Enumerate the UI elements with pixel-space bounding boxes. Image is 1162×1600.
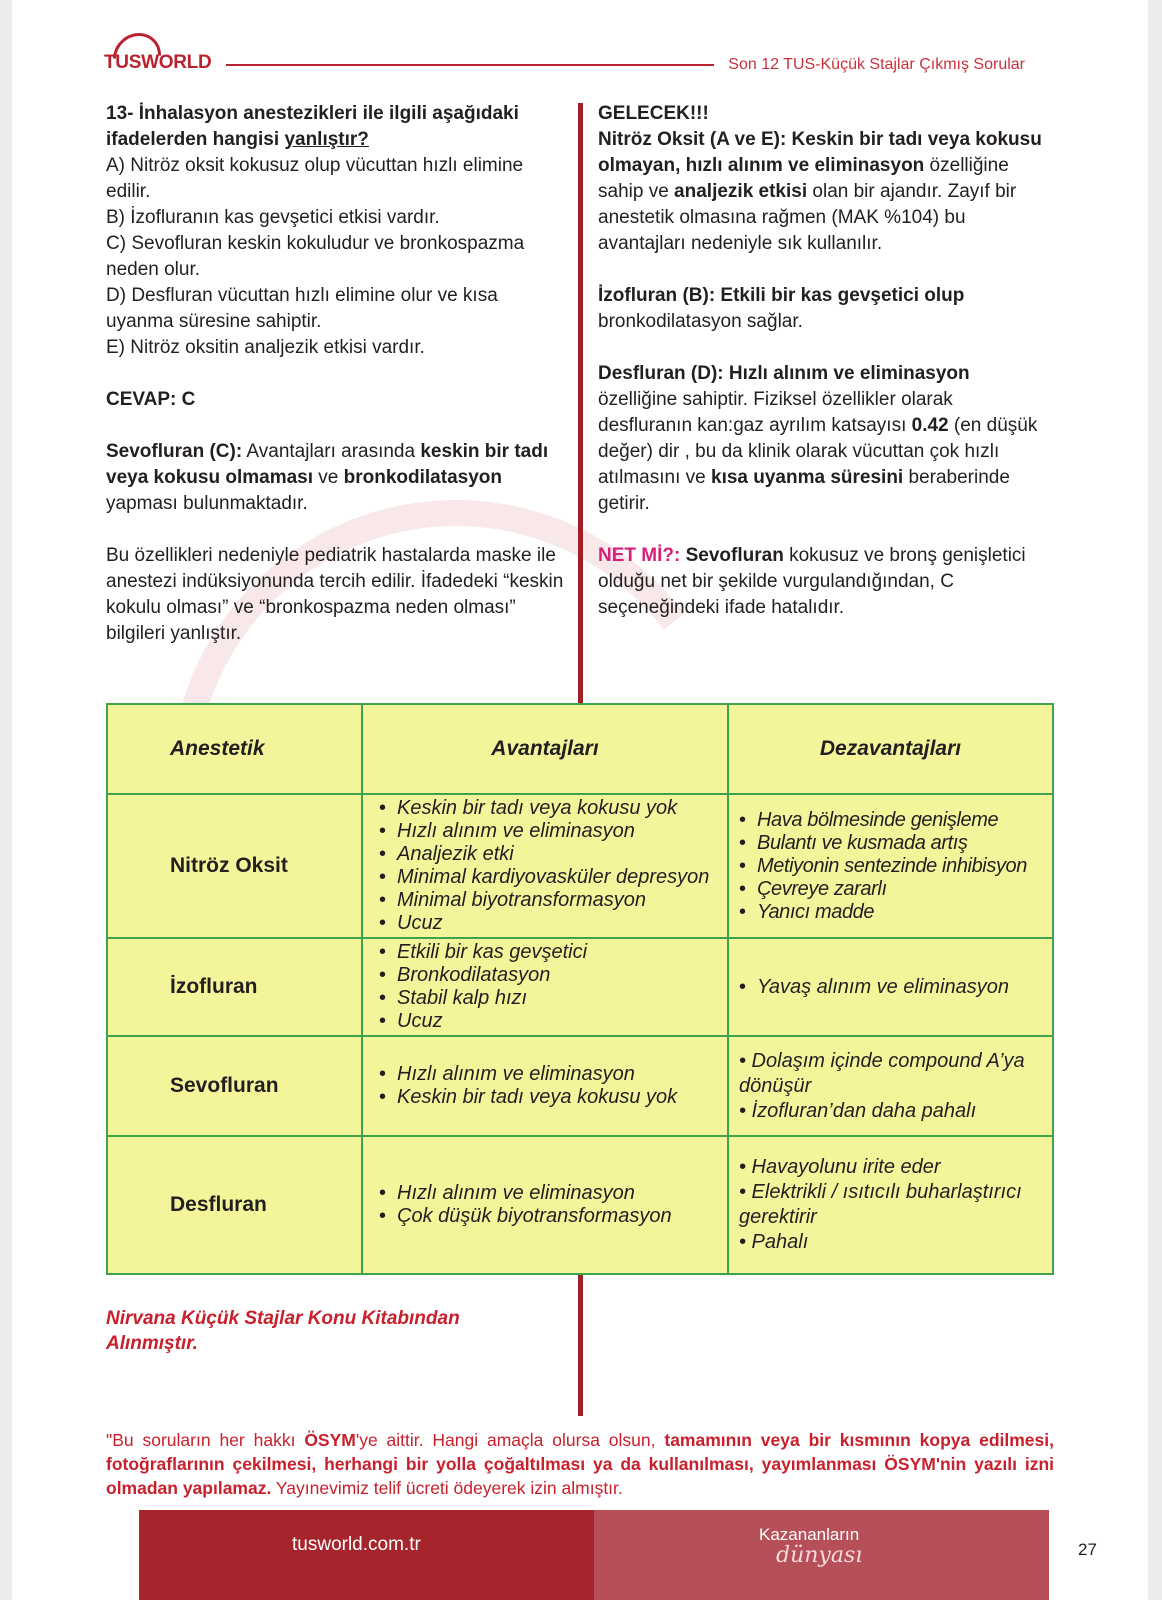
list-item: • Keskin bir tadı veya kokusu yok: [397, 797, 721, 820]
page-edge-left: [0, 0, 12, 1600]
list-item: • Çok düşük biyotransformasyon: [397, 1205, 721, 1228]
footer-website: tusworld.com.tr: [292, 1534, 421, 1555]
list-item: • Çevreye zararlı: [757, 878, 1048, 901]
option-a: A) Nitröz oksit kokusuz olup vücuttan hızlı elimine edilir.: [106, 155, 524, 202]
list-item: • Yanıcı madde: [757, 901, 1048, 924]
list-item: • Hızlı alınım ve eliminasyon: [397, 1182, 721, 1205]
advantages-cell: [362, 1136, 728, 1274]
page-edge-right: [1148, 0, 1162, 1600]
isoflurane-explanation: İzofluran (B): Etkili bir kas gevşetici olup bronkodilatasyon sağlar.: [598, 285, 965, 332]
logo-text: TUSWORLD: [104, 52, 212, 73]
sevoflurane-explanation: Sevofluran (C): Avantajları arasında keskin bir tadı veya kokusu olmaması ve bronkodilatasyon yapması bulunmaktadır.: [106, 441, 549, 514]
list-item: • Bulantı ve kusmada artış: [757, 832, 1048, 855]
source-note: Nirvana Küçük Stajlar Konu Kitabından Alınmıştır.: [106, 1308, 460, 1354]
option-d: D) Desfluran vücuttan hızlı elimine olur ve kısa uyanma süresine sahiptir.: [106, 285, 498, 332]
list-item: • Dolaşım içinde compound A’ya dönüşür: [739, 1049, 1025, 1097]
column-divider-top: [578, 103, 583, 703]
page-number: 27: [1078, 1540, 1097, 1559]
list-item: • İzofluran’dan daha pahalı: [739, 1099, 977, 1122]
list-item: • Pahalı: [739, 1231, 809, 1253]
header-anestetik: Anestetik: [107, 704, 362, 794]
list-item: • Minimal kardiyovasküler depresyon: [397, 866, 721, 889]
tusworld-logo: [104, 30, 216, 86]
header-avantajlari: Avantajları: [362, 704, 728, 794]
advantages-cell: [362, 794, 728, 938]
option-c: C) Sevofluran keskin kokuludur ve bronkospazma neden olur.: [106, 233, 525, 280]
anesthetic-name: Desfluran: [107, 1136, 362, 1274]
question-stem: 13- İnhalasyon anestezikleri ile ilgili aşağıdaki ifadelerden hangisi yanlıştır?: [106, 103, 519, 150]
list-item: • Yavaş alınım ve eliminasyon: [757, 976, 1048, 999]
nitrous-oxide-explanation: Nitröz Oksit (A ve E): Keskin bir tadı veya kokusu olmayan, hızlı alınım ve eliminasyon özelliğine sahip ve analjezik etkisi olan bir ajandır. Zayıf bir anestetik olmasına rağmen (MAK %104) bu avantajları nedeniyle sık kullanılır.: [598, 129, 1042, 254]
pediatric-note: Bu özellikleri nedeniyle pediatrik hastalarda maske ile anestezi indüksiyonunda tercih edilir. İfadedeki “keskin kokulu olması” ve “bronkospazma neden olması” bilgileri yanlıştır.: [106, 545, 564, 644]
answer-key: CEVAP: C: [106, 389, 196, 410]
advantages-cell: [362, 1036, 728, 1136]
list-item: • Stabil kalp hızı: [397, 987, 721, 1010]
anesthetic-name: İzofluran: [107, 938, 362, 1036]
desflurane-explanation: Desfluran (D): Hızlı alınım ve eliminasyon özelliğine sahiptir. Fiziksel özellikler olarak desfluranın kan:gaz ayrılım katsayısı 0.42 (en düşük değer) dir , bu da klinik olarak vücuttan çok hızlı atılmasını ve kısa uyanma süresini beraberinde getirir.: [598, 363, 1038, 514]
explanation-column: [598, 101, 1048, 621]
list-item: • Hava bölmesinde genişleme: [757, 809, 1048, 832]
list-item: • Metiyonin sentezinde inhibisyon: [757, 855, 1048, 878]
copyright-notice: "Bu soruların her hakkı ÖSYM'ye aittir. Hangi amaçla olursa olsun, tamamının veya bir kısmının kopya edilmesi, fotoğraflarının çekilmesi, herhangi bir yolla çoğaltılması ya da kullanılması, yayımlanması ÖSYM'nin yazılı izni olmadan yapılamaz. Yayınevimiz telif ücreti ödeyerek izin almıştır.: [106, 1430, 1055, 1498]
list-item: • Hızlı alınım ve eliminasyon: [397, 1063, 721, 1086]
option-e: E) Nitröz oksitin analjezik etkisi vardır.: [106, 337, 425, 358]
footer-slogan-script: dünyası: [776, 1543, 863, 1568]
anesthetic-name: Sevofluran: [107, 1036, 362, 1136]
list-item: • Ucuz: [397, 1010, 721, 1033]
question-column: [106, 101, 566, 647]
list-item: • Havayolunu irite eder: [739, 1156, 941, 1178]
footer-slogan-top: Kazananların: [759, 1525, 860, 1544]
gelecek-label: GELECEK!!!: [598, 103, 709, 124]
anesthetic-comparison-table: [106, 703, 1054, 1275]
list-item: • Bronkodilatasyon: [397, 964, 721, 987]
option-b: B) İzofluranın kas gevşetici etkisi vardır.: [106, 207, 440, 228]
disadvantages-cell: [728, 938, 1053, 1036]
table-row: [107, 1136, 1053, 1274]
list-item: • Minimal biyotransformasyon: [397, 889, 721, 912]
table-row: [107, 1036, 1053, 1136]
running-header-title: Son 12 TUS-Küçük Stajlar Çıkmış Sorular: [728, 56, 1025, 73]
advantages-cell: [362, 938, 728, 1036]
anesthetic-name: Nitröz Oksit: [107, 794, 362, 938]
list-item: • Elektrikli / ısıtıcılı buharlaştırıcı gerektirir: [739, 1181, 1022, 1228]
list-item: • Ucuz: [397, 912, 721, 935]
column-divider-bottom: [578, 1275, 583, 1416]
disadvantages-cell: [728, 1136, 1053, 1274]
header-dezavantajlari: Dezavantajları: [728, 704, 1053, 794]
disadvantages-cell: [728, 1036, 1053, 1136]
table-row: [107, 794, 1053, 938]
disadvantages-cell: [728, 794, 1053, 938]
net-mi-note: NET Mİ?: Sevofluran kokusuz ve bronş genişletici olduğu net bir şekilde vurgulandığından, C seçeneğindeki ifade hatalıdır.: [598, 545, 1026, 618]
table-row: [107, 938, 1053, 1036]
list-item: • Analjezik etki: [397, 843, 721, 866]
header-rule: [226, 64, 714, 66]
list-item: • Keskin bir tadı veya kokusu yok: [397, 1086, 721, 1109]
list-item: • Hızlı alınım ve eliminasyon: [397, 820, 721, 843]
list-item: • Etkili bir kas gevşetici: [397, 941, 721, 964]
table-header-row: [107, 704, 1053, 794]
